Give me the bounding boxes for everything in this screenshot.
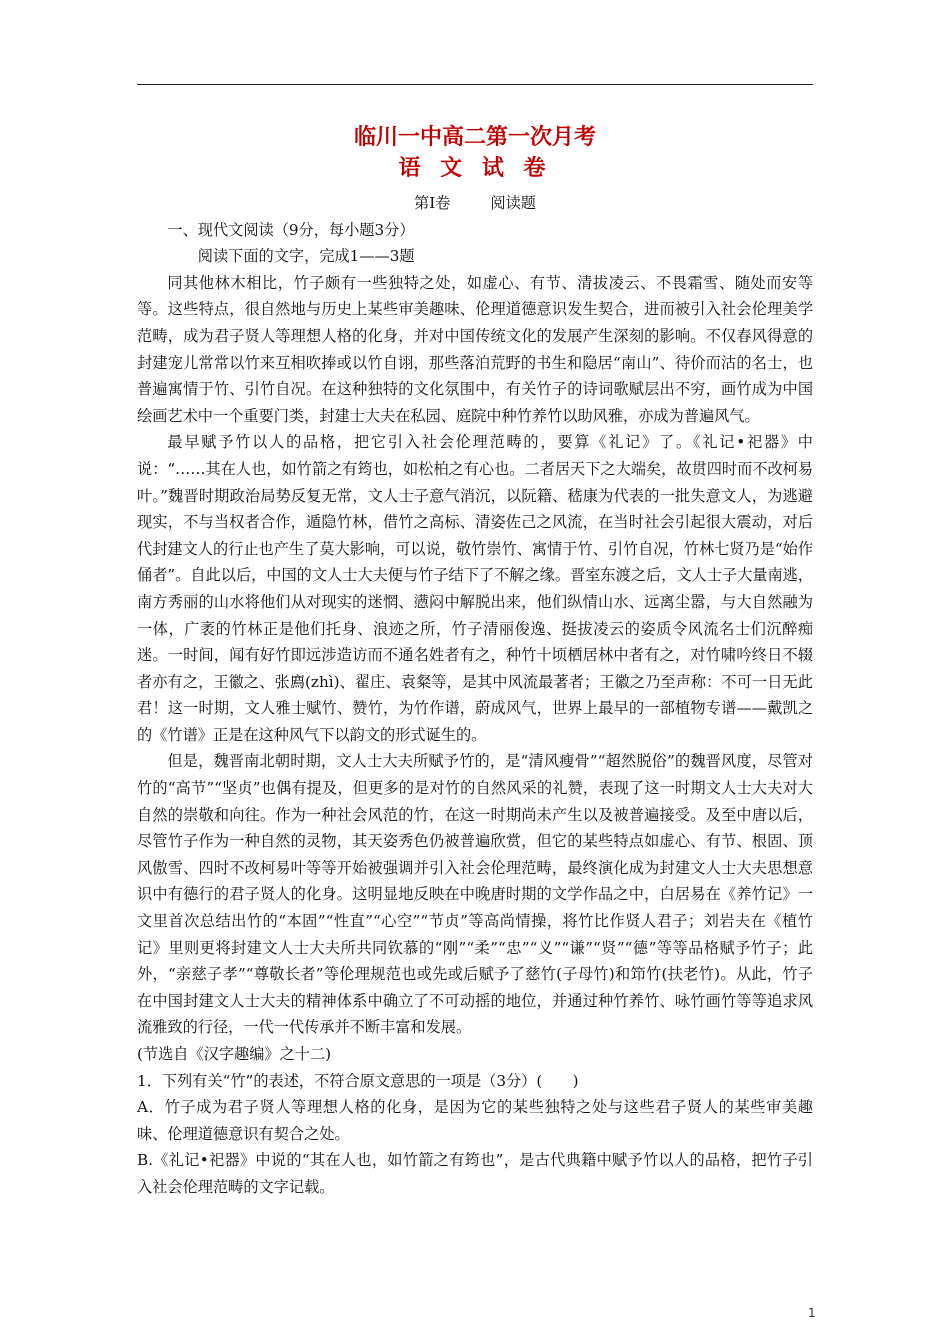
exam-title: 临川一中高二第一次月考	[353, 124, 596, 150]
section-heading: 一、现代文阅读（9分，每小题3分）	[167, 220, 415, 239]
passage-paragraph-2: 最早赋予竹以人的品格，把它引入社会伦理范畴的，要算《礼记》了。《礼记•祀器》中说：“……其在人也，如竹箭之有筠也，如松柏之有心也。二者居天下之大端矣，故贯四时而不改柯易叶。”魏晋时期政治局势反复无常，文人士子意气消沉，以阮籍、嵇康为代表的一批失意文人，为逃避现实，不与当权者合作，遁隐竹林，借竹之高标、清姿佐己之风流，在当时社会引起很大震动，对后代封建文人的行止也产生了莫大影响，可以说，敬竹崇竹、寓情于竹、引竹自况，竹林七贤乃是“始作俑者”。自此以后，中国的文人士大夫便与竹子结下了不解之缘。晋室东渡之后，文人士子大量南逃，南方秀丽的山水将他们从对现实的迷惘、懑闷中解脱出来，他们纵情山水、远离尘嚣，与大自然融为一体，广袤的竹林正是他们托身、浪迹之所，竹子清丽俊逸、挺拔凌云的姿质令风流名士们沉醉痴迷。一时间，闻有好竹即远涉造访而不通名姓者有之，种竹十顷栖居林中者有之，对竹啸吟终日不辍者亦有之，王徽之、张廌(zhì)、翟庄、袁粲等，是其中风流最著者；王徽之乃至声称：不可一日无此君！这一时期，文人雅士赋竹、赞竹，为竹作谱，蔚成风气，世界上最早的一部植物专谱——戴凯之的《竹谱》正是在这种风气下以韵文的形式诞生的。	[137, 433, 814, 744]
part-heading	[137, 190, 813, 217]
exam-subtitle: 语 文 试 卷	[398, 155, 552, 181]
question-option-b: B.《礼记•祀器》中说的“其在人也，如竹箭之有筠也”，是古代典籍中赋予竹以人的品格，把竹子引入社会伦理范畴的文字记载。	[137, 1151, 813, 1196]
passage-paragraph-1: 同其他林木相比，竹子颇有一些独特之处，如虚心、有节、清拔凌云、不畏霜雪、随处而安等等。这些特点，很自然地与历史上某些审美趣味、伦理道德意识发生契合，进而被引入社会伦理美学范畴，成为君子贤人等理想人格的化身，并对中国传统文化的发展产生深刻的影响。不仅春风得意的封建宠儿常常以竹来互相吹捧或以竹自诩，那些落泊荒野的书生和隐居“南山”、待价而沽的名士，也普遍寓情于竹、引竹自况。在这种独特的文化氛围中，有关竹子的诗词歌赋层出不穷，画竹成为中国绘画艺术中一个重要门类，封建士大夫在私园、庭院中种竹养竹以助风雅，亦成为普遍风气。	[137, 273, 813, 425]
part-label: 第Ⅰ卷	[414, 194, 451, 212]
body-text	[137, 190, 813, 1201]
header-rule	[137, 84, 813, 85]
passage-paragraph-3: 但是，魏晋南北朝时期，文人士大夫所赋予竹的，是“清风瘦骨”“超然脱俗”的魏晋风度，尽管对竹的“高节”“坚贞”也偶有提及，但更多的是对竹的自然风采的礼赞，表现了这一时期文人士大夫对大自然的崇敬和向往。作为一种社会风范的竹，在这一时期尚未产生以及被普遍接受。及至中唐以后，尽管竹子作为一种自然的灵物，其天姿秀色仍被普遍欣赏，但它的某些特点如虚心、有节、根固、顶风傲雪、四时不改柯易叶等等开始被强调并引入社会伦理范畴，最终演化成为封建文人士大夫思想意识中有德行的君子贤人的化身。这明显地反映在中晚唐时期的文学作品之中，白居易在《养竹记》一文里首次总结出竹的“本固”“性直”“心空”“节贞”等高尚情操，将竹比作贤人君子；刘岩夫在《植竹记》里则更将封建文人士大夫所共同钦慕的“刚”“柔”“忠”“义”“谦”“贤”“德”等等品格赋予竹子；此外，“亲慈子孝”“尊敬长者”等伦理规范也或先或后赋予了慈竹(子母竹)和笻竹(扶老竹)。从此，竹子在中国封建文人士大夫的精神体系中确立了不可动摇的地位，并通过种竹养竹、咏竹画竹等等追求风流雅致的行径，一代一代传承并不断丰富和发展。	[137, 752, 813, 1037]
title-block	[137, 122, 813, 184]
reading-instruction: 阅读下面的文字，完成1——3题	[197, 247, 415, 266]
part-name: 阅读题	[490, 194, 536, 212]
source-note: (节选自《汉字趣编》之十二)	[137, 1045, 332, 1063]
question-stem: 1．下列有关“竹”的表述，不符合原文意思的一项是（3分）( )	[137, 1071, 579, 1090]
page-number: 1	[808, 1306, 816, 1320]
question-option-a: A．竹子成为君子贤人等理想人格的化身，是因为它的某些独特之处与这些君子贤人的某些审美趣味、伦理道德意识有契合之处。	[137, 1098, 813, 1143]
